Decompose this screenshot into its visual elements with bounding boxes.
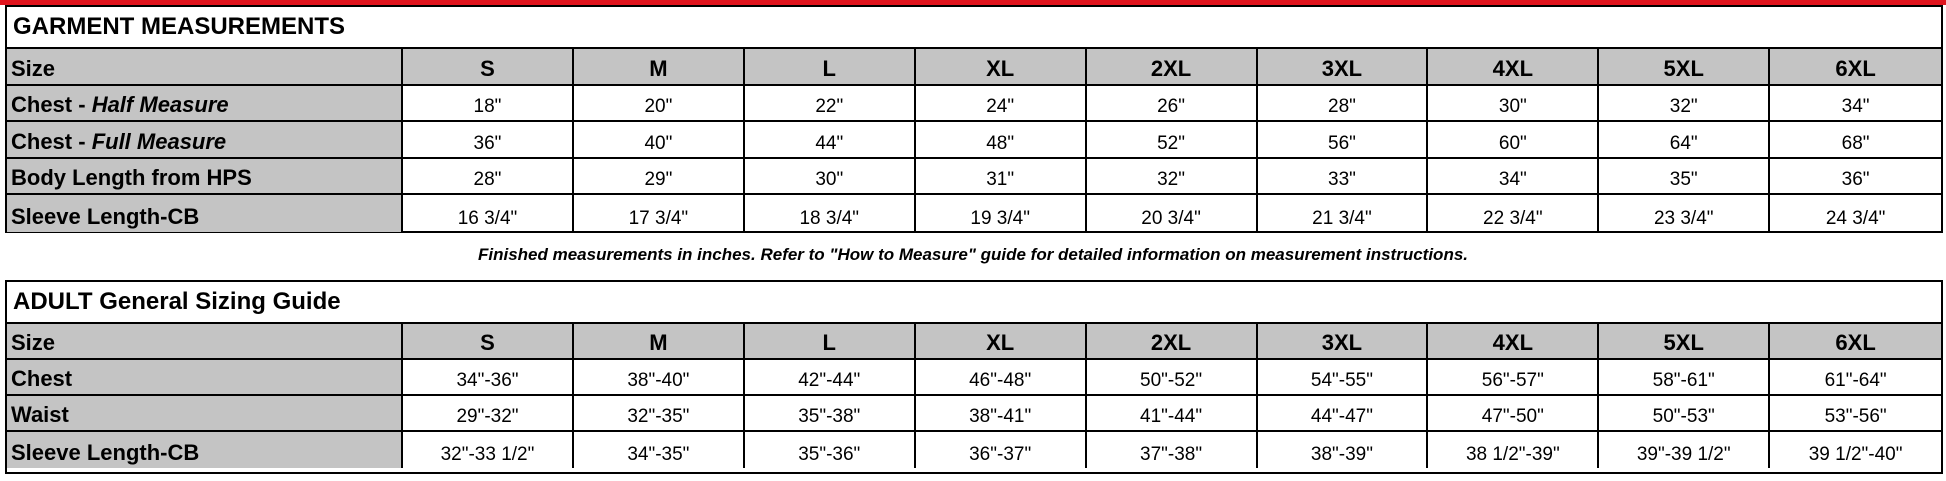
size-header: L (745, 324, 916, 358)
table-cell: 32"-33 1/2" (403, 432, 574, 468)
size-label: Size (7, 49, 403, 84)
size-header: 3XL (1258, 324, 1429, 358)
table-cell: 39"-39 1/2" (1599, 432, 1770, 468)
table-cell: 26" (1087, 86, 1258, 121)
table-cell: 23 3/4" (1599, 195, 1770, 232)
row-label (7, 122, 403, 157)
table-cell: 47"-50" (1428, 396, 1599, 430)
size-header: 4XL (1428, 49, 1599, 84)
table-cell: 35"-36" (745, 432, 916, 468)
row-label-emphasis: Half Measure (91, 92, 229, 118)
measurement-note: Finished measurements in inches. Refer to "How to Measure" guide for detailed information on measurement instructions. (477, 245, 1469, 264)
table-cell: 36" (1841, 169, 1870, 191)
table-cell: 30" (1428, 86, 1599, 121)
table-cell: 32" (1087, 159, 1258, 194)
table-cell: 68" (1841, 132, 1870, 154)
table-cell: 37"-38" (1087, 432, 1258, 468)
size-header: S (403, 324, 574, 358)
size-header: 3XL (1258, 49, 1429, 84)
table-cell: 20" (574, 86, 745, 121)
adult-sizing-table (5, 280, 1943, 474)
table-cell: 34" (1428, 159, 1599, 194)
size-header: XL (916, 49, 1087, 84)
table-cell: 41"-44" (1087, 396, 1258, 430)
table-cell: 34"-36" (403, 360, 574, 394)
size-header: 4XL (1428, 324, 1599, 358)
table-cell: 50"-53" (1599, 396, 1770, 430)
row-label-text: Chest (11, 366, 73, 391)
size-header: 6XL (1770, 49, 1941, 84)
table-cell: 33" (1258, 159, 1429, 194)
row-label-text: Waist (11, 402, 69, 427)
table-cell: 48" (916, 122, 1087, 157)
row-label-text: Sleeve Length-CB (11, 440, 200, 465)
table-cell: 46"-48" (916, 360, 1087, 394)
table-title: GARMENT MEASUREMENTS (7, 7, 1941, 49)
table-cell: 56" (1258, 122, 1429, 157)
garment-measurements-table (5, 5, 1943, 233)
row-label (7, 86, 403, 121)
table-cell: 44" (745, 122, 916, 157)
table-title: ADULT General Sizing Guide (7, 282, 1941, 324)
table-cell: 53"-56" (1824, 406, 1887, 427)
table-cell: 38 1/2"-39" (1428, 432, 1599, 468)
size-header: S (403, 49, 574, 84)
size-header-row (7, 49, 1941, 86)
row-label-text: Body Length from HPS (11, 165, 252, 191)
table-cell: 18" (403, 86, 574, 121)
table-cell: 42"-44" (745, 360, 916, 394)
table-cell: 30" (745, 159, 916, 194)
table-row (7, 432, 1941, 468)
table-cell: 32" (1599, 86, 1770, 121)
size-header: 2XL (1087, 324, 1258, 358)
table-cell: 38"-41" (916, 396, 1087, 430)
table-row (7, 360, 1941, 396)
table-cell: 17 3/4" (574, 195, 745, 232)
table-cell: 34" (1841, 96, 1870, 118)
size-header-row (7, 324, 1941, 360)
table-row (7, 159, 1941, 196)
table-row (7, 86, 1941, 123)
table-cell: 60" (1428, 122, 1599, 157)
table-cell: 64" (1599, 122, 1770, 157)
table-cell: 50"-52" (1087, 360, 1258, 394)
table-cell: 28" (403, 159, 574, 194)
table-cell: 58"-61" (1599, 360, 1770, 394)
size-header: XL (916, 324, 1087, 358)
row-label (7, 159, 403, 194)
table-cell: 21 3/4" (1258, 195, 1429, 232)
size-header: 5XL (1599, 49, 1770, 84)
table-row (7, 122, 1941, 159)
size-header: 6XL (1770, 324, 1941, 358)
size-label: Size (7, 324, 403, 358)
table-cell: 44"-47" (1258, 396, 1429, 430)
row-label (7, 396, 403, 430)
table-cell: 31" (916, 159, 1087, 194)
table-row (7, 195, 1941, 232)
table-cell: 36"-37" (916, 432, 1087, 468)
size-header: M (574, 324, 745, 358)
table-cell: 32"-35" (574, 396, 745, 430)
table-cell: 54"-55" (1258, 360, 1429, 394)
table-cell: 38"-40" (574, 360, 745, 394)
row-label (7, 360, 403, 394)
table-cell: 34"-35" (574, 432, 745, 468)
row-label-text: Chest - (11, 128, 92, 154)
table-cell: 39 1/2"-40" (1808, 444, 1903, 465)
table-cell: 20 3/4" (1087, 195, 1258, 232)
table-cell: 28" (1258, 86, 1429, 121)
table-cell: 35"-38" (745, 396, 916, 430)
size-header: M (574, 49, 745, 84)
table-cell: 56"-57" (1428, 360, 1599, 394)
table-cell: 52" (1087, 122, 1258, 157)
table-cell: 29" (574, 159, 745, 194)
table-cell: 22 3/4" (1428, 195, 1599, 232)
table-row (7, 396, 1941, 432)
table-cell: 16 3/4" (403, 195, 574, 232)
table-cell: 29"-32" (403, 396, 574, 430)
table-cell: 24 3/4" (1825, 207, 1886, 229)
size-header: L (745, 49, 916, 84)
size-header: 5XL (1599, 324, 1770, 358)
table-cell: 61"-64" (1824, 370, 1887, 391)
row-label-emphasis: Full Measure (91, 128, 227, 154)
table-cell: 35" (1599, 159, 1770, 194)
row-label-text: Chest - (11, 92, 92, 118)
table-cell: 40" (574, 122, 745, 157)
table-cell: 19 3/4" (916, 195, 1087, 232)
size-header: 2XL (1087, 49, 1258, 84)
row-label (7, 432, 403, 468)
table-cell: 36" (403, 122, 574, 157)
table-cell: 24" (916, 86, 1087, 121)
table-cell: 22" (745, 86, 916, 121)
row-label (7, 195, 403, 232)
table-cell: 18 3/4" (745, 195, 916, 232)
table-cell: 38"-39" (1258, 432, 1429, 468)
row-label-text: Sleeve Length-CB (11, 203, 200, 229)
